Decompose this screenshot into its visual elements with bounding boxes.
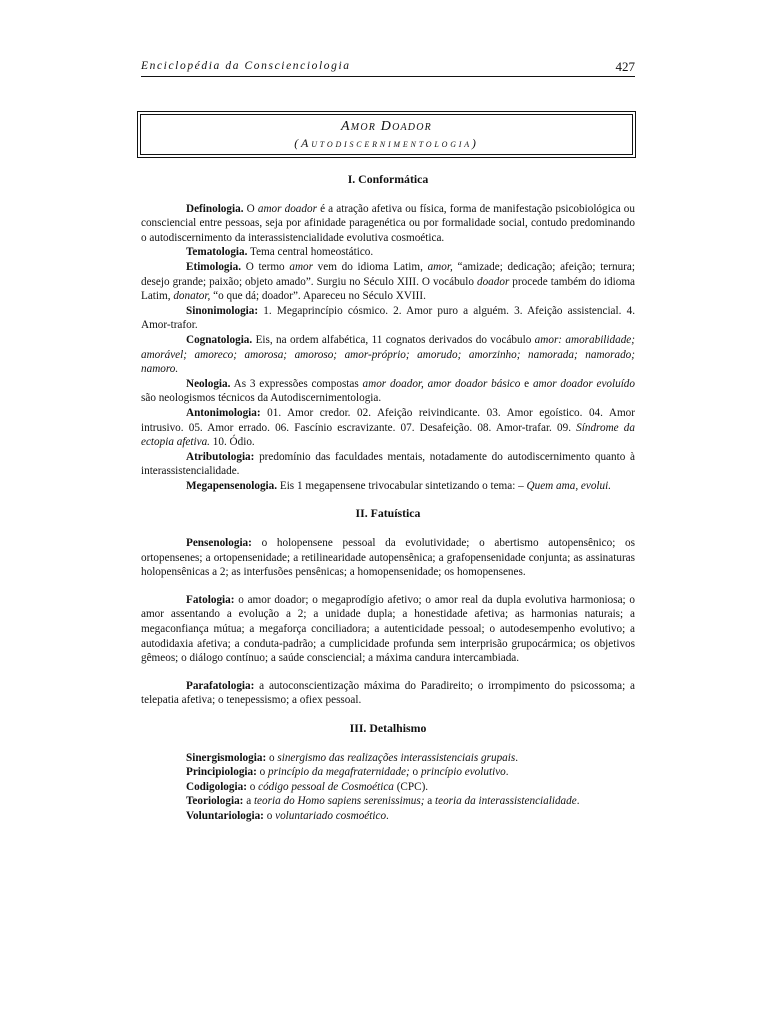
entry-text-segment: o [263,809,276,822]
entry-text-segment: (CPC). [393,780,429,793]
entry-text-segment: . [515,751,519,764]
entry-text-segment: código pessoal de Cosmoética [258,780,394,793]
entry-label: Etimologia. [186,260,242,273]
entry-title: Amor Doador [341,119,432,134]
entry-pensenologia [141,536,635,580]
entry-text-segment: o [256,766,269,779]
entry-cognatologia [141,333,635,377]
entry-neologia [141,377,635,406]
entry-text-segment: voluntariado cosmoético [275,809,387,822]
entry-text-segment: amor doador, [362,377,424,390]
article-body [141,172,635,824]
entry-text-segment: amor [289,260,313,273]
entry-text-segment: amor, [427,260,453,273]
entry-text-segment: amor doador [257,202,317,215]
title-inner-frame [140,114,633,155]
entry-tematologia [141,245,635,260]
entry-label: Teoriologia: [186,795,244,808]
entry-text-segment: princípio da megafraternidade; [268,766,410,779]
entry-text-segment: sinergismo das realizações interassistenciais grupais [277,751,516,764]
entry-atributologia [141,450,635,479]
entry-subtitle: (Autodiscernimentologia) [294,136,479,150]
entry-text-segment: a autoconscientização máxima do Paradireito; o irrompimento do psicossoma; a telepatia afetiva; o tenepessismo; a ofiex pessoal. [141,679,635,707]
entry-fatologia [141,593,635,666]
section-heading: III. Detalhismo [349,721,427,735]
entry-text-segment: teoria da interassistencialidade [435,795,577,808]
entry-text-segment: o [266,751,278,764]
entry-text-segment: predomínio das faculdades mentais, notadamente do autodiscernimento quanto à interassistencialidade. [141,450,635,478]
entry-text-segment: são neologismos técnicos da Autodiscernimentologia. [141,392,382,405]
entry-text-segment: Tema central homeostático. [247,246,374,259]
entry-text-segment: e [520,377,533,390]
section-heading: I. Conformática [347,172,429,186]
entry-text-segment: 01. Amor credor. 02. Afeição reivindicante. 03. Amor egoístico. 04. Amor intrusivo. 05. Amor errado. 06. Fascínio escravizante. 07. Desafeição. 08. Amor-trafar. 09. [141,406,635,434]
entry-label: Voluntariologia: [186,809,264,822]
entry-text-segment: a [243,795,254,808]
page-number: 427 [615,59,635,74]
entry-text-segment: . [505,766,509,779]
entry-label: Megapensenologia. [186,479,278,492]
entry-text-segment: “o que dá; doador”. Apareceu no Século XVIII. [210,290,426,303]
entry-text-segment: procede também do idioma Latim, [141,275,635,303]
entry-text-segment: amor: amorabilidade; amorável; amoreco; amorosa; amoroso; amor-próprio; amorudo; amorzinho; namorada; namorado; namoro. [141,333,635,376]
entry-label: Codigologia: [186,780,247,793]
entry-text-segment: Síndrome da ectopia afetiva. [141,421,635,449]
entry-text-segment: “amizade; dedicação; afeição; ternura; desejo grande; paixão; objeto amado”. Surgiu no Século XIII. O vocábulo [141,260,635,288]
entry-text-segment: O [243,202,258,215]
entry-voluntariologia [141,809,635,824]
entry-text-segment: amor doador básico [427,377,521,390]
entry-codigologia [141,780,635,795]
entry-label: Fatologia: [186,593,235,606]
entry-text-segment: é a atração afetiva ou física, forma de manifestação psicobiológica ou consciencial entre pessoas, seja por afinidade paragenética ou por formalidade social, contudo predominando o autodiscernimento da interassistencialidade evolutiva cosmoética. [141,202,635,244]
entry-label: Neologia. [186,377,231,390]
entry-text-segment: donator, [173,290,211,303]
entry-label: Sinonimologia: [186,304,259,317]
entry-label: Tematologia. [186,246,248,259]
entry-text-segment: o amor doador; o megaprodígio afetivo; o amor real da dupla evolutiva harmoniosa; o amor assentando a evolução a 2; a unidade dupla; a honestidade afetiva; as harmonias naturais; a megaconfiança mútua; a megaforça conciliadora; a autenticidade pessoal; o autodesempenho evolutivo; a autodidaxia afetiva; a conduta-padrão; a cumplicidade profunda sem interprisão grupocármica; os objetivos gêmeos; o diálogo contínuo; a saúde consciencial; a máxima candura intercambiada. [141,593,635,665]
entry-text-segment: Quem ama, evolui. [526,479,612,492]
entry-text-segment: teoria do Homo sapiens serenissimus; [253,795,425,808]
entry-text-segment: a [424,795,436,808]
book-title: Enciclopédia da Conscienciologia [141,60,351,72]
header-rule [141,76,635,77]
entry-text-segment: . [576,795,580,808]
entry-label: Atributologia: [186,450,255,463]
entry-text-segment: . [386,809,389,822]
entry-label: Pensenologia: [186,537,252,550]
entry-sinergismologia [141,751,635,766]
entry-text-segment: Eis 1 megapensene trivocabular sintetizando o tema: – [277,479,527,492]
entry-label: Parafatologia: [186,679,255,692]
entry-label: Sinergismologia: [186,751,267,764]
entry-text-segment: O termo [241,260,290,273]
running-head [141,58,635,76]
section-conformatica [141,172,635,493]
entry-principiologia [141,765,635,780]
entry-label: Cognatologia. [186,333,253,346]
entry-text-segment: amor doador evoluído [532,377,635,390]
title-box [137,111,636,158]
entry-text-segment: o [409,766,421,779]
entry-label: Antonimologia: [186,406,261,419]
section-detalhismo [141,721,635,824]
entry-teoriologia [141,794,635,809]
entry-text-segment: 1. Megaprincípio cósmico. 2. Amor puro a alguém. 3. Afeição assistencial. 4. Amor-trafor. [141,304,635,332]
entry-text-segment: doador [476,275,510,288]
section-fatuistica [141,506,635,708]
entry-text-segment: As 3 expressões compostas [230,377,363,390]
entry-etimologia [141,260,635,304]
entry-text-segment: princípio evolutivo [420,766,506,779]
entry-sinonimologia [141,304,635,333]
entry-label: Principiologia: [186,766,257,779]
section-heading: II. Fatuística [355,506,421,521]
entry-text-segment: vem do idioma Latim, [312,260,428,273]
entry-antonimologia [141,406,635,450]
entry-definologia [141,202,635,246]
entry-text-segment: 10. Ódio. [209,436,255,449]
entry-text-segment: Eis, na ordem alfabética, 11 cognatos derivados do vocábulo [252,333,535,346]
entry-text-segment: o holopensene pessoal da evolutividade; o abertismo autopensênico; os ortopensenes; a ortopensenidade; a retilinearidade autopensênica; a grafopensenidade conjunta; as assinaturas holopensênicas a 2; as interfusões pensênicas; a homopensenidade; os homopensenes. [141,537,635,579]
entry-text-segment: o [246,780,259,793]
entry-label: Definologia. [186,202,244,215]
entry-parafatologia [141,679,635,708]
entry-megapensenologia [141,479,635,494]
